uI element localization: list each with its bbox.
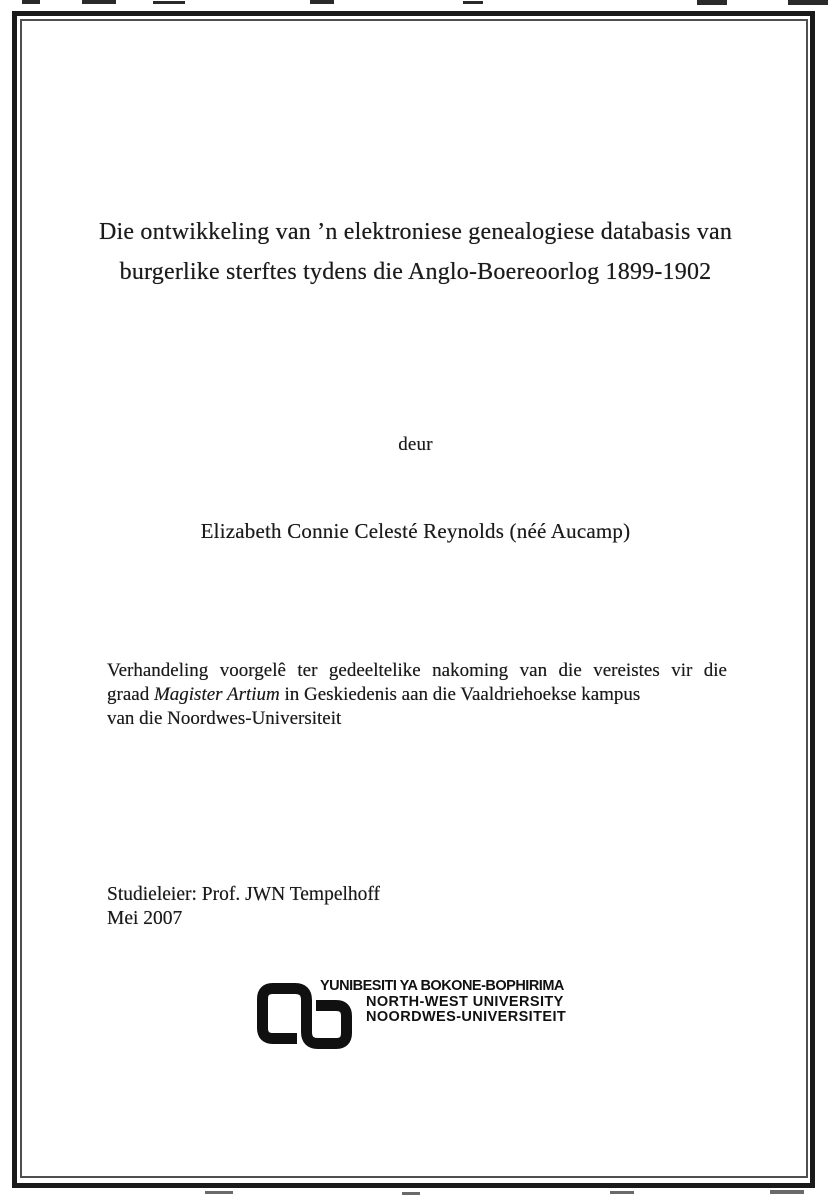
scan-artifact	[310, 0, 334, 4]
thesis-title-line-2: burgerlike sterftes tydens die Anglo-Boereoorlog 1899-1902	[119, 259, 712, 285]
degree-statement-line-2-suffix: in Geskiedenis aan die Vaaldriehoekse kampus	[279, 684, 641, 705]
scan-artifact	[205, 1191, 233, 1194]
university-logo-wordmark	[320, 977, 566, 1026]
scan-artifact	[697, 0, 727, 5]
author-name: Elizabeth Connie Celesté Reynolds (néé Aucamp)	[200, 519, 631, 543]
byline-label: deur	[398, 434, 433, 455]
logo-setswana-name: YUNIBESITI YA BOKONE-BOPHIRIMA	[320, 978, 564, 994]
scan-artifact	[22, 0, 40, 4]
degree-name-italic: Magister Artium	[153, 684, 280, 705]
degree-statement-line-2	[107, 683, 727, 707]
scan-artifact	[770, 1190, 804, 1194]
supervisor-block	[107, 883, 380, 931]
thesis-title	[40, 212, 791, 292]
thesis-title-line-1: Die ontwikkeling van ’n elektroniese genealogiese databasis van	[98, 219, 733, 245]
scan-artifact	[402, 1192, 420, 1195]
degree-statement-line-3: van die Noordwes-Universiteit	[107, 708, 342, 729]
scan-artifact	[610, 1191, 634, 1194]
degree-statement	[107, 659, 727, 731]
scan-artifact	[463, 1, 483, 4]
date-line: Mei 2007	[107, 908, 183, 929]
degree-statement-line-1: Verhandeling voorgelê ter gedeeltelike nakoming van die vereistes vir die	[107, 660, 727, 681]
logo-english-name: NORTH-WEST UNIVERSITY	[366, 993, 564, 1010]
supervisor-line: Studieleier: Prof. JWN Tempelhoff	[107, 884, 381, 905]
logo-afrikaans-name: NOORDWES-UNIVERSITEIT	[366, 1009, 567, 1025]
university-logo	[257, 977, 566, 1050]
scan-artifact	[82, 0, 116, 4]
scan-artifact	[153, 1, 185, 4]
scan-artifact	[788, 0, 828, 5]
degree-statement-line-2-prefix: graad	[107, 684, 154, 705]
